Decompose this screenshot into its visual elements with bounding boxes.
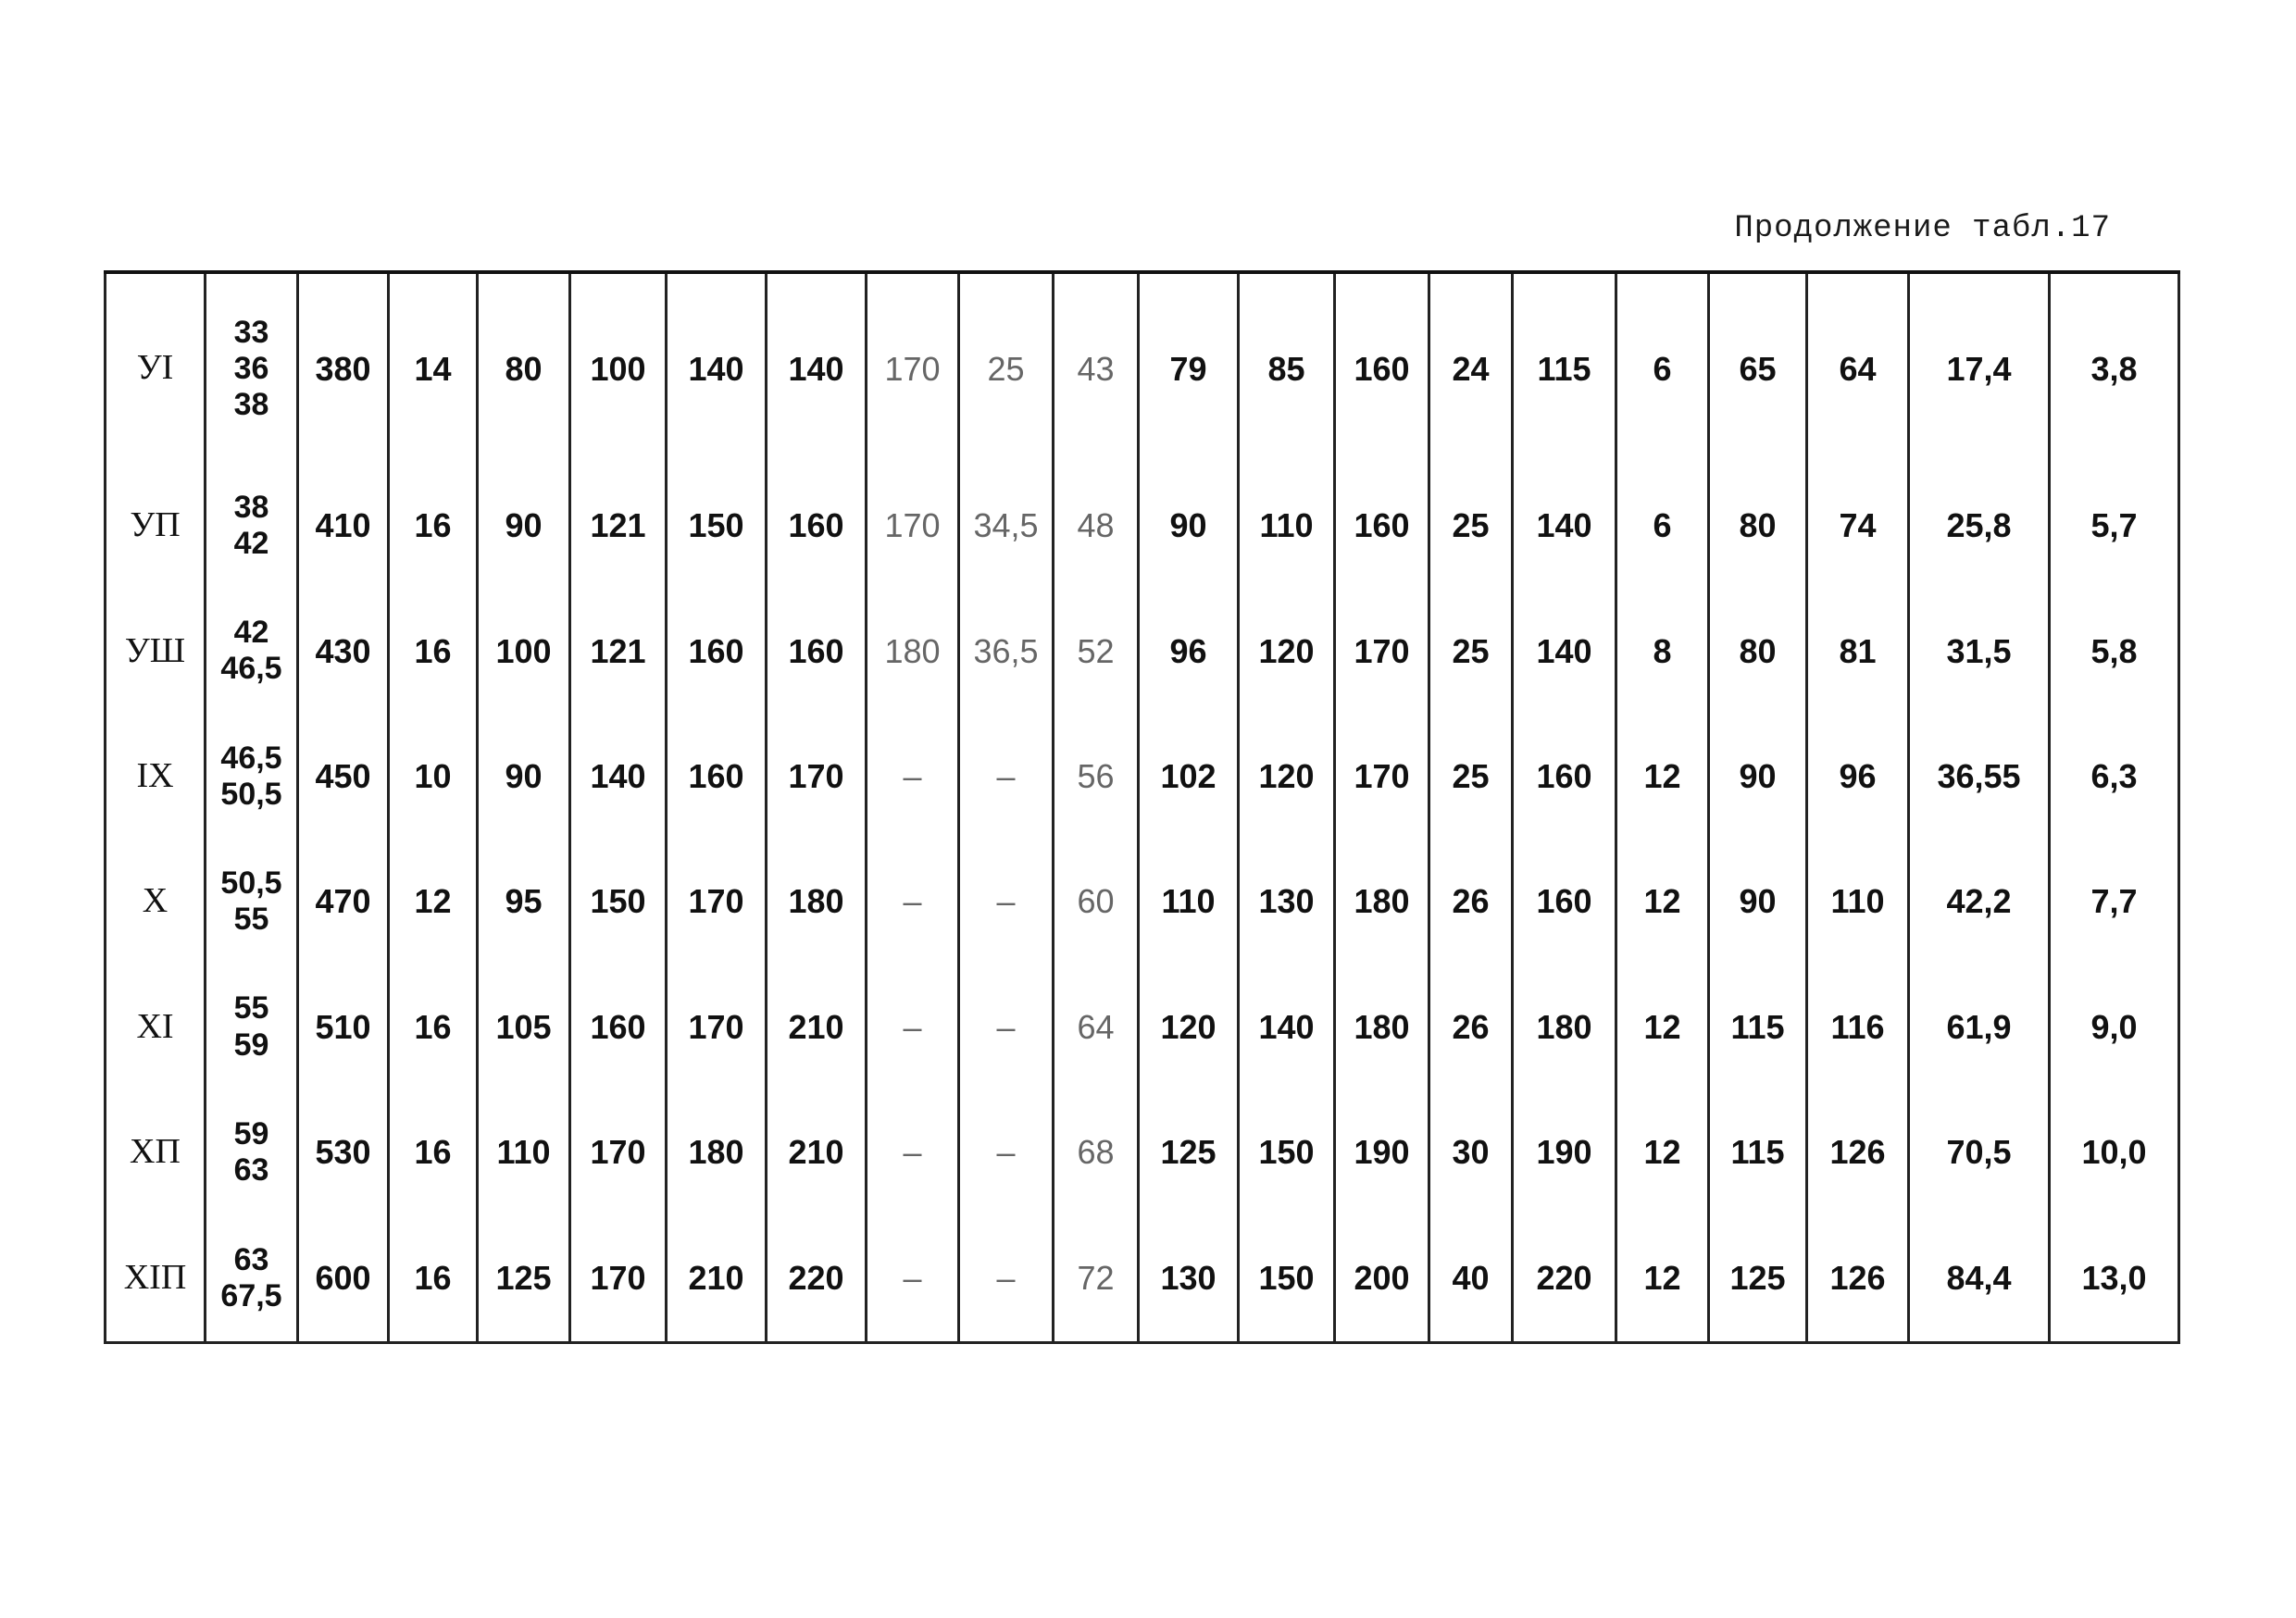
table-cell: 17,4	[1909, 272, 2050, 463]
table-cell: 130	[1139, 1215, 1239, 1343]
row-label: УI	[136, 348, 174, 388]
table-cell: 90	[1139, 463, 1239, 588]
table-cell: 140	[1513, 589, 1616, 714]
table-cell: 160	[1335, 463, 1429, 588]
table-cell: 160	[667, 589, 767, 714]
row-label: XI	[136, 1006, 174, 1046]
table-cell: 6	[1616, 272, 1709, 463]
diameter-value: 33	[233, 314, 269, 350]
table-cell: 120	[1239, 589, 1335, 714]
row-label: IX	[136, 755, 174, 795]
table-cell: 70,5	[1909, 1089, 2050, 1214]
table-cell: 25	[1429, 463, 1513, 588]
table-cell: –	[867, 1089, 959, 1214]
table-cell: 410	[298, 463, 389, 588]
table-cell: 140	[667, 272, 767, 463]
table-cell: 170	[570, 1089, 667, 1214]
table-cell: 126	[1807, 1215, 1909, 1343]
row-label: XП	[130, 1132, 181, 1172]
table-cell: 160	[570, 965, 667, 1089]
table-cell: 140	[767, 272, 867, 463]
table-cell: –	[867, 840, 959, 965]
table-cell: 31,5	[1909, 589, 2050, 714]
table-cell: 180	[1335, 840, 1429, 965]
table-cell: 64	[1054, 965, 1139, 1089]
table-cell: 36,5	[959, 589, 1054, 714]
table-cell: 10	[389, 714, 478, 839]
table-cell: 220	[767, 1215, 867, 1343]
table-cell: 140	[570, 714, 667, 839]
table-cell: 120	[1239, 714, 1335, 839]
table-cell: 42,2	[1909, 840, 2050, 965]
table-cell: –	[959, 840, 1054, 965]
table-cell: 600	[298, 1215, 389, 1343]
table-cell: 85	[1239, 272, 1335, 463]
table-cell: 180	[767, 840, 867, 965]
table-row	[106, 965, 2179, 1089]
table-row	[106, 1089, 2179, 1214]
table-cell: 160	[667, 714, 767, 839]
table-cell: 64	[1807, 272, 1909, 463]
diameter-cell	[206, 589, 298, 714]
row-label: X	[142, 881, 168, 921]
table-cell: 180	[1513, 965, 1616, 1089]
table-cell: 90	[1709, 714, 1807, 839]
table-cell: 210	[667, 1215, 767, 1343]
table-cell: 6,3	[2050, 714, 2179, 839]
table-cell: 25	[1429, 714, 1513, 839]
table-cell: 115	[1709, 965, 1807, 1089]
table-cell: 121	[570, 463, 667, 588]
table-cell: 125	[478, 1215, 570, 1343]
table-cell: 12	[1616, 714, 1709, 839]
table-cell: 16	[389, 1089, 478, 1214]
table-cell: 12	[389, 840, 478, 965]
table-cell: 26	[1429, 965, 1513, 1089]
table-cell: 190	[1335, 1089, 1429, 1214]
table-cell: 80	[478, 272, 570, 463]
table-cell: 30	[1429, 1089, 1513, 1214]
table-cell: 10,0	[2050, 1089, 2179, 1214]
table-cell: 190	[1513, 1089, 1616, 1214]
diameter-value: 36	[233, 350, 269, 386]
table-cell: 110	[1239, 463, 1335, 588]
table-cell: 140	[1239, 965, 1335, 1089]
table-cell: 116	[1807, 965, 1909, 1089]
table-cell: 170	[570, 1215, 667, 1343]
table-row	[106, 1215, 2179, 1343]
table-cell: 24	[1429, 272, 1513, 463]
table-cell: 26	[1429, 840, 1513, 965]
table-cell: 56	[1054, 714, 1139, 839]
table-cell: 110	[1807, 840, 1909, 965]
table-cell: 200	[1335, 1215, 1429, 1343]
table-cell: –	[867, 1215, 959, 1343]
table-cell: 12	[1616, 965, 1709, 1089]
table-cell: 9,0	[2050, 965, 2179, 1089]
table-cell: 170	[1335, 714, 1429, 839]
table-cell: 34,5	[959, 463, 1054, 588]
table-cell: 14	[389, 272, 478, 463]
table-cell: 160	[1513, 840, 1616, 965]
table-cell: 450	[298, 714, 389, 839]
diameter-value: 59	[233, 1115, 269, 1151]
table-cell: 115	[1513, 272, 1616, 463]
table-cell: –	[959, 714, 1054, 839]
table-cell: 80	[1709, 463, 1807, 588]
data-table-container	[104, 270, 2177, 1344]
table-cell: 40	[1429, 1215, 1513, 1343]
table-cell: 140	[1513, 463, 1616, 588]
diameter-value: 55	[233, 990, 269, 1027]
table-cell: 120	[1139, 965, 1239, 1089]
table-cell: 65	[1709, 272, 1807, 463]
row-label: УП	[130, 505, 181, 545]
diameter-cell	[206, 714, 298, 839]
table-cell: 16	[389, 463, 478, 588]
table-row	[106, 840, 2179, 965]
diameter-value: 63	[233, 1241, 269, 1277]
table-cell: 115	[1709, 1089, 1807, 1214]
diameter-cell	[206, 463, 298, 588]
table-cell: 16	[389, 1215, 478, 1343]
table-cell: 52	[1054, 589, 1139, 714]
table-cell: 126	[1807, 1089, 1909, 1214]
table-cell: 160	[1513, 714, 1616, 839]
table-cell: 170	[667, 840, 767, 965]
table-cell: 7,7	[2050, 840, 2179, 965]
table-row	[106, 589, 2179, 714]
table-cell: 81	[1807, 589, 1909, 714]
table-cell: 12	[1616, 1215, 1709, 1343]
table-cell: 125	[1139, 1089, 1239, 1214]
diameter-value: 46,5	[220, 651, 282, 687]
table-cell: 150	[667, 463, 767, 588]
table-cell: 16	[389, 965, 478, 1089]
table-cell: 160	[767, 463, 867, 588]
table-cell: 84,4	[1909, 1215, 2050, 1343]
diameter-value: 50,5	[220, 865, 282, 902]
diameter-cell	[206, 272, 298, 463]
table-cell: 5,8	[2050, 589, 2179, 714]
diameter-value: 63	[233, 1151, 269, 1188]
table-cell: 150	[1239, 1089, 1335, 1214]
table-cell: 5,7	[2050, 463, 2179, 588]
table-cell: 96	[1807, 714, 1909, 839]
table-cell: 80	[1709, 589, 1807, 714]
table-cell: 74	[1807, 463, 1909, 588]
table-cell: 130	[1239, 840, 1335, 965]
table-cell: 160	[1335, 272, 1429, 463]
table-cell: –	[867, 714, 959, 839]
diameter-value: 38	[233, 386, 269, 422]
table-cell: 170	[1335, 589, 1429, 714]
table-cell: 25	[959, 272, 1054, 463]
table-row	[106, 463, 2179, 588]
table-cell: 12	[1616, 840, 1709, 965]
table-cell: 61,9	[1909, 965, 2050, 1089]
table-cell: –	[959, 1089, 1054, 1214]
table-cell: 90	[478, 463, 570, 588]
table-cell: 210	[767, 1089, 867, 1214]
table-cell: 36,55	[1909, 714, 2050, 839]
diameter-value: 42	[233, 615, 269, 651]
diameter-cell	[206, 1089, 298, 1214]
table-cell: 102	[1139, 714, 1239, 839]
table-cell: 170	[867, 463, 959, 588]
table-cell: 12	[1616, 1089, 1709, 1214]
table-cell: 150	[1239, 1215, 1335, 1343]
table-cell: –	[959, 1215, 1054, 1343]
table-cell: 100	[570, 272, 667, 463]
table-cell: 90	[478, 714, 570, 839]
table-cell: 510	[298, 965, 389, 1089]
table-cell: 60	[1054, 840, 1139, 965]
table-cell: 110	[478, 1089, 570, 1214]
table-cell: 210	[767, 965, 867, 1089]
table-cell: 79	[1139, 272, 1239, 463]
diameter-value: 38	[233, 490, 269, 526]
diameter-cell	[206, 840, 298, 965]
table-cell: 170	[867, 272, 959, 463]
table-cell: 160	[767, 589, 867, 714]
row-label: УШ	[124, 630, 186, 670]
table-cell: 470	[298, 840, 389, 965]
table-cell: 96	[1139, 589, 1239, 714]
table-cell: 105	[478, 965, 570, 1089]
table-cell: 170	[667, 965, 767, 1089]
diameter-cell	[206, 965, 298, 1089]
table-cell: 100	[478, 589, 570, 714]
table-cell: 530	[298, 1089, 389, 1214]
table-cell: 13,0	[2050, 1215, 2179, 1343]
table-cell: 180	[1335, 965, 1429, 1089]
table-cell: –	[959, 965, 1054, 1089]
table-cell: 25,8	[1909, 463, 2050, 588]
table-cell: 68	[1054, 1089, 1139, 1214]
table-cell: 170	[767, 714, 867, 839]
table-cell: 430	[298, 589, 389, 714]
table-cell: 25	[1429, 589, 1513, 714]
diameter-value: 50,5	[220, 776, 282, 812]
table-row	[106, 714, 2179, 839]
table-cell: 6	[1616, 463, 1709, 588]
diameter-value: 67,5	[220, 1277, 282, 1313]
table-row	[106, 272, 2179, 463]
table-body	[106, 272, 2179, 1343]
table-cell: 95	[478, 840, 570, 965]
table-cell: –	[867, 965, 959, 1089]
table-cell: 43	[1054, 272, 1139, 463]
table-cell: 16	[389, 589, 478, 714]
table-cell: 3,8	[2050, 272, 2179, 463]
table-cell: 125	[1709, 1215, 1807, 1343]
data-table	[104, 270, 2180, 1344]
table-cell: 8	[1616, 589, 1709, 714]
table-cell: 180	[867, 589, 959, 714]
table-cell: 72	[1054, 1215, 1139, 1343]
row-label: XIП	[123, 1257, 187, 1297]
table-cell: 48	[1054, 463, 1139, 588]
diameter-value: 55	[233, 902, 269, 938]
diameter-cell	[206, 1215, 298, 1343]
table-cell: 110	[1139, 840, 1239, 965]
table-continuation-caption: Продолжение табл.17	[1734, 211, 2111, 246]
table-cell: 121	[570, 589, 667, 714]
table-cell: 180	[667, 1089, 767, 1214]
table-cell: 220	[1513, 1215, 1616, 1343]
table-cell: 380	[298, 272, 389, 463]
table-cell: 90	[1709, 840, 1807, 965]
table-cell: 150	[570, 840, 667, 965]
diameter-value: 42	[233, 526, 269, 562]
diameter-value: 46,5	[220, 740, 282, 776]
diameter-value: 59	[233, 1027, 269, 1063]
